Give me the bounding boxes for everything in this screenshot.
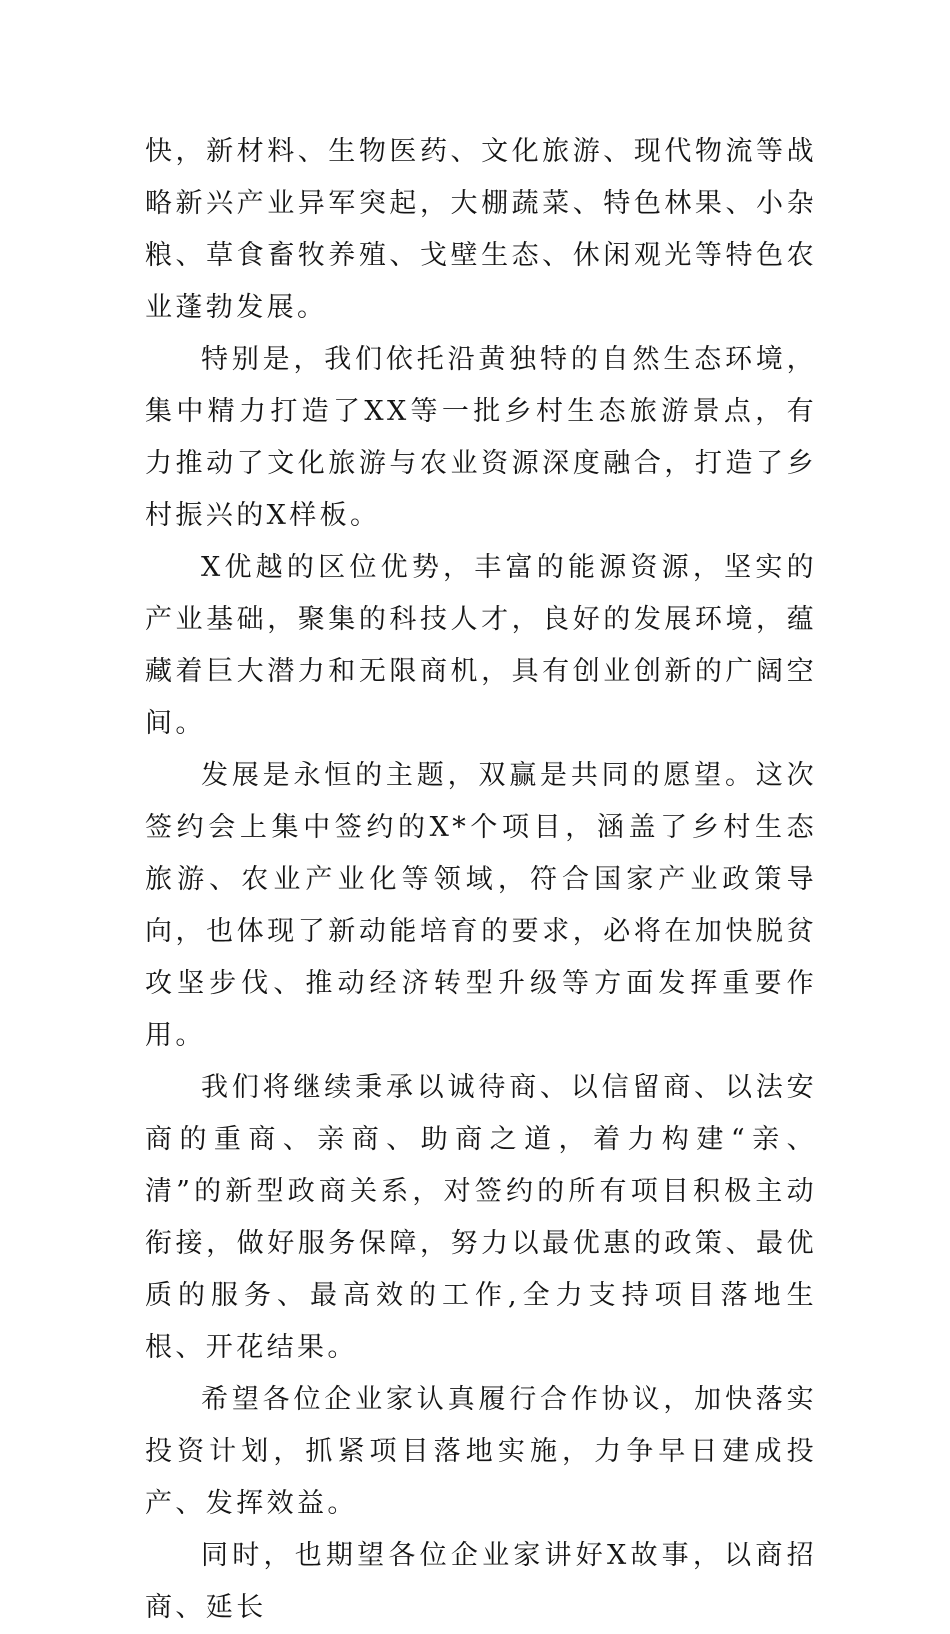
paragraph: 希望各位企业家认真履行合作协议，加快落实投资计划，抓紧项目落地实施，力争早日建成投产、发挥效益。: [145, 1384, 817, 1519]
paragraph: X优越的区位优势，丰富的能源资源，坚实的产业基础，聚集的科技人才，良好的发展环境，蕴藏着巨大潜力和无限商机，具有创业创新的广阔空间。: [145, 552, 817, 739]
paragraph: 特别是，我们依托沿黄独特的自然生态环境，集中精力打造了XX等一批乡村生态旅游景点，有力推动了文化旅游与农业资源深度融合，打造了乡村振兴的X样板。: [145, 344, 817, 531]
paragraph: 我们将继续秉承以诚待商、以信留商、以法安商的重商、亲商、助商之道，着力构建“亲、清”的新型政商关系，对签约的所有项目积极主动衔接，做好服务保障，努力以最优惠的政策、最优质的服务、最高效的工作,全力支持项目落地生根、开花结果。: [145, 1072, 817, 1363]
paragraph-continued: 快，新材料、生物医药、文化旅游、现代物流等战略新兴产业异军突起，大棚蔬菜、特色林果、小杂粮、草食畜牧养殖、戈壁生态、休闲观光等特色农业蓬勃发展。: [145, 136, 817, 323]
paragraph: 发展是永恒的主题，双赢是共同的愿望。这次签约会上集中签约的X*个项目，涵盖了乡村生态旅游、农业产业化等领域，符合国家产业政策导向，也体现了新动能培育的要求，必将在加快脱贫攻坚步伐、推动经济转型升级等方面发挥重要作用。: [145, 760, 817, 1051]
paragraph-truncated: 同时，也期望各位企业家讲好X故事，以商招商、延长: [145, 1540, 817, 1623]
document-body: [145, 126, 817, 1634]
